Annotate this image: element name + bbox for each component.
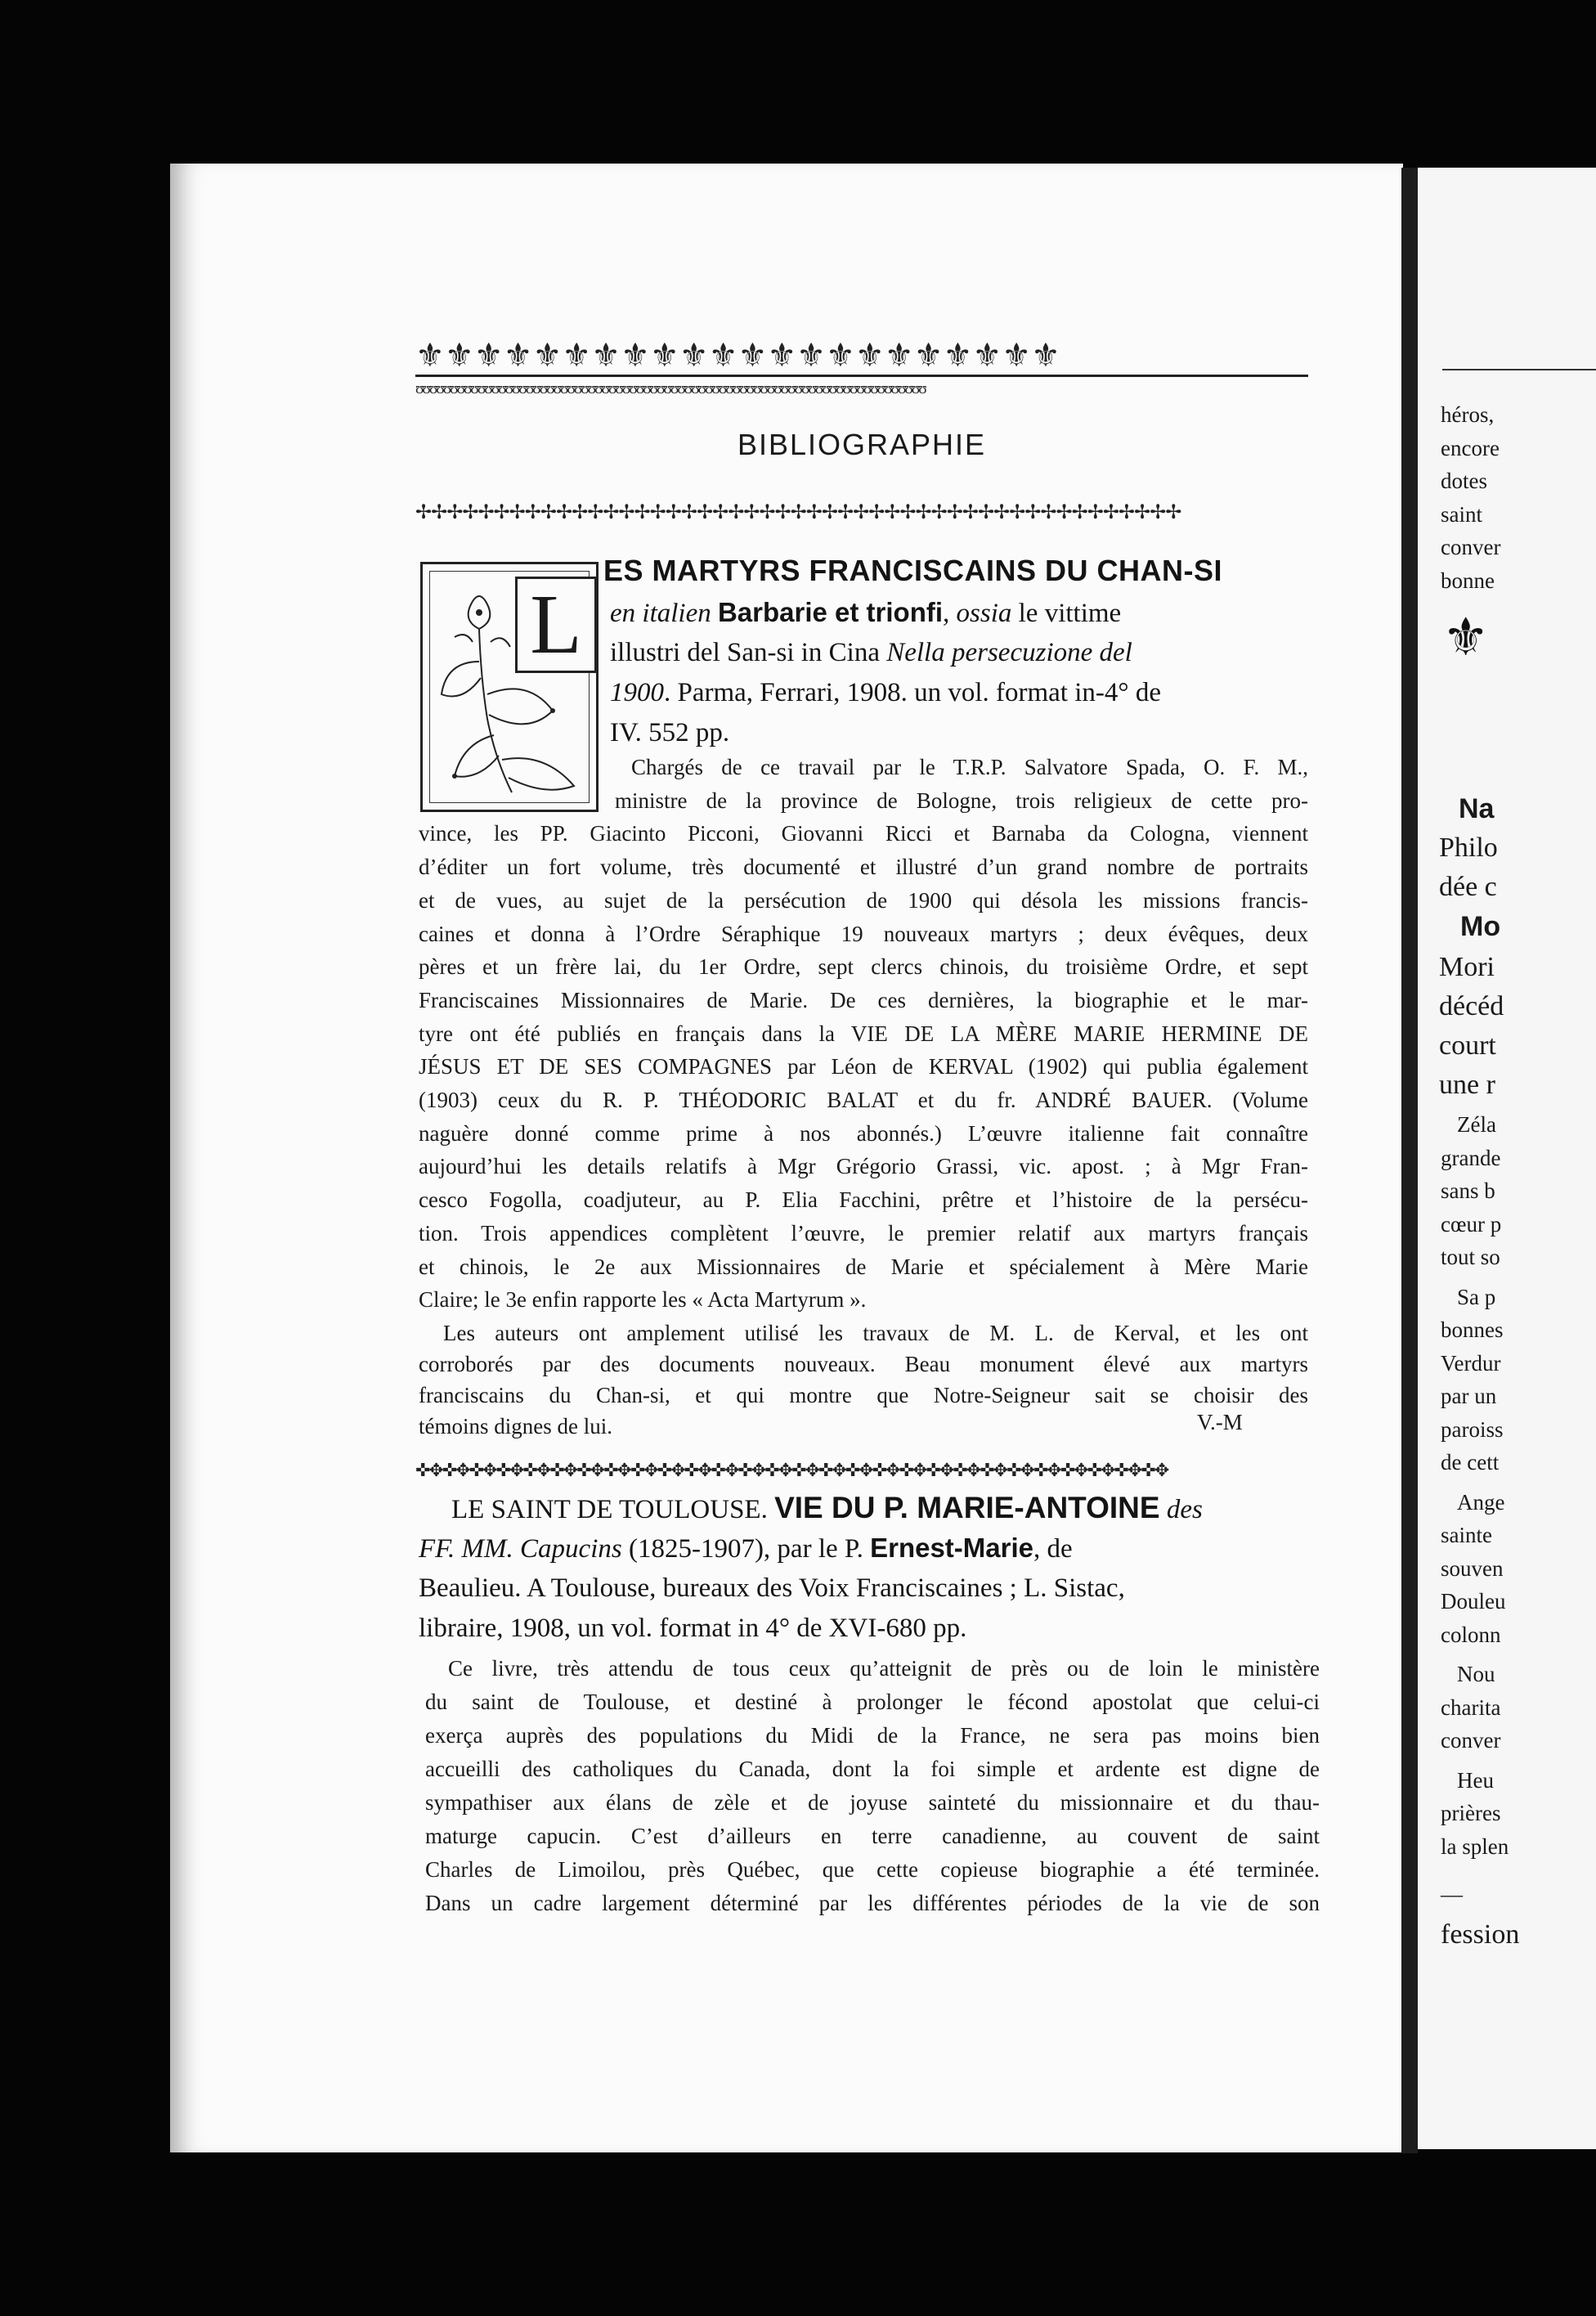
right-page-line: Verdur [1441,1350,1501,1376]
body-text-line: d’éditer un fort volume, très documenté et illustré d’un grand nombre de portraits [419,855,1308,880]
entry1-header-segment: ossia [956,599,1012,628]
entry2-author: Ernest-Marie [870,1533,1033,1563]
right-page-line: cœur p [1441,1211,1502,1237]
body-text-line: tion. Trois appendices complètent l’œuvre, le premier relatif aux martyrs français [419,1220,1308,1246]
entry1-header-line [610,593,1121,633]
cross-ornament-row: ✢✢✢✢✢✢✢✢✢✢✢✢✢✢✢✢✢✢✢✢✢✢✢✢✢✢✢✢✢✢✢✢✢✢✢✢✢✢✢✢✢✢✢✢✢✢✢✢✢ [415,502,1181,523]
body-text-line: Ce livre, très attendu de tous ceux qu’atteignit de près ou de loin le ministère [448,1656,1320,1681]
body-text-line: Franciscaines Missionnaires de Marie. De ces dernières, la biographie et le mar- [419,987,1308,1012]
right-page-line: Nou [1457,1662,1495,1686]
entry2-header-line-4: libraire, 1908, un vol. format in 4° de XVI-680 pp. [419,1614,967,1643]
right-page-line: sans b [1441,1178,1495,1203]
entry1-header-segment: en italien [610,599,718,628]
body-text-line: pères et un frère lai, du 1er Ordre, sept clercs chinois, du troisième Ordre, et sept [419,954,1308,980]
right-page-rule [1442,369,1596,370]
entry1-title: ES MARTYRS FRANCISCAINS DU CHAN-SI [603,554,1223,587]
body-text-line: et de vues, au sujet de la persécution de 1900 qui désola les missions francis- [419,887,1308,913]
right-page-line: fession [1441,1919,1520,1950]
right-page-line: Mo [1460,911,1501,942]
right-page-line: Philo [1439,833,1498,863]
right-page [1418,168,1596,2149]
body-text-line: JÉSUS ET DE SES COMPAGNES par Léon de KERVAL (1902) qui publia également [419,1054,1308,1079]
right-page-line: prières [1441,1801,1501,1825]
right-page-line: Douleu [1441,1589,1506,1614]
body-text-line: Charles de Limoilou, près Québec, que cette copieuse biographie a été terminée. [425,1857,1320,1882]
right-page-line: dotes [1441,469,1487,493]
right-page-line: grande [1441,1145,1501,1170]
entry2-author-suffix: , de [1033,1534,1073,1564]
entry1-header-segment: , [943,599,957,628]
right-page-line: souven [1441,1555,1504,1581]
body-text-line: du saint de Toulouse, et destiné à prolonger le fécond apostolat que celui-ci [425,1690,1320,1714]
body-text-line: tyre ont été publiés en français dans la VIE DE LA MÈRE MARIE HERMINE DE [419,1021,1308,1046]
entry1-header-segment: 1900 [610,678,664,707]
illuminated-dropcap [420,562,598,812]
entry1-header-line [610,673,1161,712]
right-page-line: sainte [1441,1523,1492,1547]
right-page-line: conver [1441,1728,1501,1753]
entry2-kicker: LE SAINT DE TOULOUSE. [451,1495,768,1524]
right-page-line: Zéla [1457,1112,1496,1137]
right-page-line: encore [1441,435,1500,460]
entry1-signature: V.-M [1197,1410,1243,1434]
fleur-de-lis-icon: ⚜ [1442,608,1490,667]
page-title: BIBLIOGRAPHIE [737,428,987,461]
entry2-order: FF. MM. Capucins [419,1534,622,1564]
right-page-line: — [1441,1882,1463,1906]
body-text-line: (1903) ceux du R. P. THÉODORIC BALAT et du fr. ANDRÉ BAUER. (Volume [419,1088,1308,1112]
body-text-line: caines et donna à l’Ordre Séraphique 19 nouveaux martyrs ; deux évêques, deux [419,921,1308,946]
right-page-line: par un [1441,1384,1497,1408]
body-text-line: sympathiser aux élans de zèle et de joyuse sainteté du missionnaire et du thau- [425,1790,1320,1815]
right-page-line: décéd [1439,991,1504,1021]
body-text-line: franciscains du Chan-si, et qui montre que Notre-Seigneur sait se choisir des [419,1383,1308,1407]
right-page-line: court [1439,1030,1496,1061]
body-text-line: accueilli des catholiques du Canada, dont la foi simple et ardente est digne de [425,1757,1320,1781]
right-page-line: tout so [1441,1245,1500,1269]
right-page-line: Na [1459,793,1495,824]
dropcap-frame [429,571,590,803]
entry2-header-line-1 [451,1488,1316,1529]
right-page-line: Heu [1457,1767,1494,1793]
body-text-line: ministre de la province de Bologne, trois religieux de cette pro- [615,788,1308,813]
entry1-header-segment: Nella persecuzione del [886,638,1132,667]
right-page-line: la splen [1441,1834,1509,1859]
body-text-line: et chinois, le 2e aux Missionnaires de Marie et spécialement à Mère Marie [419,1254,1308,1279]
body-text-line: Chargés de ce travail par le T.R.P. Salvatore Spada, O. F. M., [631,755,1308,779]
entry1-header-segment: Barbarie et trionfi [717,597,944,627]
entry2-title-suffix: des [1166,1495,1203,1524]
body-text-line: Claire; le 3e enfin rapporte les « Acta Martyrum ». [419,1287,867,1313]
body-text-line: aujourd’hui les details relatifs à Mgr Grégorio Grassi, vic. apost. ; à Mgr Fran- [419,1154,1308,1179]
entry1-header-segment: illustri del San-si in Cina [610,638,887,667]
body-text-line: témoins dignes de lui. [419,1414,612,1439]
right-page-line: héros, [1441,402,1495,427]
fleur-de-lis-ornament-row: ⚜⚜⚜⚜⚜⚜⚜⚜⚜⚜⚜⚜⚜⚜⚜⚜⚜⚜⚜⚜⚜⚜ [415,337,1060,374]
right-page-line: une r [1439,1070,1495,1100]
entry2-dates: (1825-1907), par le P. [628,1534,863,1564]
book-spine [1401,168,1418,2153]
right-page-line: colonn [1441,1622,1501,1647]
dropcap-letter: L [515,577,597,673]
entry1-header-segment: IV. 552 pp. [610,718,730,747]
ornament-rule [415,375,1308,377]
right-page-line: conver [1441,535,1501,559]
right-page-line: paroiss [1441,1416,1504,1442]
body-text-line: cesco Fogolla, coadjuteur, au P. Elia Facchini, prêtre et l’histoire de la persécu- [419,1187,1308,1213]
entry1-header-line [610,713,729,752]
scallop-ornament-row: ʊʊʊʊʊʊʊʊʊʊʊʊʊʊʊʊʊʊʊʊʊʊʊʊʊʊʊʊʊʊʊʊʊʊʊʊʊʊʊʊʊʊʊʊʊʊʊʊʊʊʊʊʊʊʊʊʊʊʊʊʊʊʊʊʊʊʊʊʊʊʊʊʊʊ [415,381,926,397]
body-text-line: corroborés par des documents nouveaux. Beau monument élevé aux martyrs [419,1352,1308,1376]
right-page-line: charita [1441,1694,1501,1720]
body-text-line: Les auteurs ont amplement utilisé les travaux de M. L. de Kerval, et les ont [443,1321,1308,1345]
right-page-line: bonnes [1441,1317,1504,1342]
right-page-line: saint [1441,501,1482,527]
right-page-line: dée c [1439,872,1497,902]
entry1-header-segment: le vittime [1011,599,1122,628]
entry2-header-line-2 [419,1528,1316,1569]
separator-ornament-row: ✜✥✜✥✜✥✜✥✜✥✜✥✜✥✜✥✜✥✜✥✜✥✜✥✜✥✜✥✜✥✜✥✜✥✜✥✜✥✜✥✜✥✜✥✜✥✜✥✜✥✜✥✜✥✜✥ [415,1460,1168,1480]
entry1-header-line [610,633,1132,672]
body-text-line: vince, les PP. Giacinto Picconi, Giovanni Ricci et Barnaba da Cologna, viennent [419,821,1308,846]
entry2-header-line-3: Beaulieu. A Toulouse, bureaux des Voix Franciscaines ; L. Sistac, [419,1573,1125,1603]
right-page-line: bonne [1441,568,1495,593]
right-page-line: Ange [1457,1489,1505,1515]
body-text-line: naguère donné comme prime à nos abonnés.) L’œuvre italienne fait connaître [419,1120,1308,1146]
body-text-line: exerça auprès des populations du Midi de la France, ne sera pas moins bien [425,1723,1320,1748]
entry1-header-segment: . Parma, Ferrari, 1908. un vol. format in-4° de [664,678,1161,707]
right-page-line: de cett [1441,1450,1500,1474]
body-text-line: maturge capucin. C’est d’ailleurs en terre canadienne, au couvent de saint [425,1824,1320,1848]
body-text-line: Dans un cadre largement déterminé par les différentes périodes de la vie de son [425,1891,1320,1915]
right-page-line: Sa p [1457,1284,1496,1309]
right-page-line: Mori [1439,952,1495,982]
entry2-title: VIE DU P. MARIE-ANTOINE [774,1491,1160,1524]
